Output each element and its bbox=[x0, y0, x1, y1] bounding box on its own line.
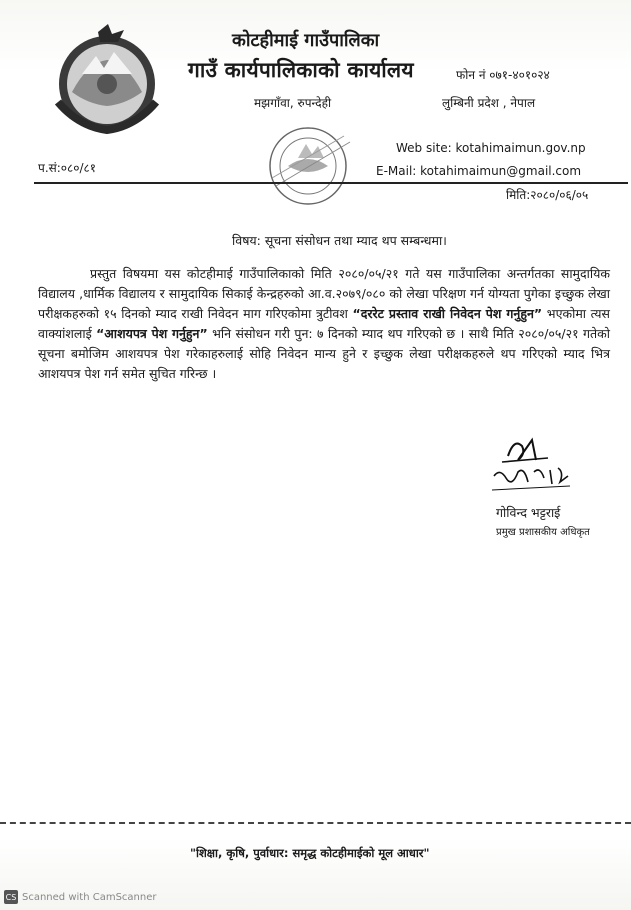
body-bold-phrase-1: “दररेट प्रस्ताव राखी निवेदन पेश गर्नुहुन” bbox=[352, 306, 543, 321]
reference-number: प.सं:०८०/८१ bbox=[38, 161, 97, 175]
body-bold-phrase-2: “आशयपत्र पेश गर्नुहुन” bbox=[96, 326, 208, 341]
camscanner-icon: CS bbox=[4, 890, 18, 904]
footer-divider bbox=[0, 822, 631, 826]
nepal-emblem-logo bbox=[48, 22, 166, 140]
website-text: Web site: kotahimaimun.gov.np bbox=[396, 141, 586, 155]
office-name: गाउँ कार्यपालिकाको कार्यालय bbox=[188, 58, 414, 82]
handwritten-signature bbox=[488, 432, 578, 502]
email-text: E-Mail: kotahimaimun@gmail.com bbox=[376, 164, 582, 178]
signatory-name: गोविन्द भट्टराई bbox=[496, 505, 561, 520]
body-text-3: भनि संसोधन गरी पुन: ७ दिनको म्याद थप गरिएको छ । साथै मिति २०८०/०५/२१ गतेको सूचना बमोजिम आशयपत्र पेश गरेकाहरुलाई सोहि निवेदन मान्य हुने र इच्छुक लेखा परीक्षकहरुले थप गरिएको म्याद भित्र आशयपत्र पेश गर्न समेत सुचित गरिन्छ । bbox=[38, 326, 610, 381]
letter-date: मिति:२०८०/०६/०५ bbox=[506, 188, 589, 202]
office-stamp-seal bbox=[258, 122, 360, 212]
signatory-title: प्रमुख प्रशासकीय अधिकृत bbox=[496, 527, 590, 538]
letter-subject: विषय: सूचना संसोधन तथा म्याद थप सम्बन्धमा। bbox=[232, 233, 447, 248]
body-text-1: प्रस्तुत विषयमा यस कोटहीमाई गाउँपालिकाको मिति २०८०/०५/२१ गते यस गाउँपालिका अन्तर्गतका सामुदायिक विद्यालय ,धार्मिक विद्यालय र सामुदायिक सिकाई केन्द्रहरुको आ.व.२०७९/०८० को लेखा परिक्षण गर्न योग्यता पुगेका इच्छुक लेखा परीक्षकहरुको १५ दिनको म्याद राखी निवेदन माग गरिएकोमा त्रुटीवश bbox=[38, 266, 610, 321]
header-divider bbox=[34, 182, 628, 184]
scanner-text: Scanned with CamScanner bbox=[22, 891, 157, 903]
municipality-name: कोटहीमाई गाउँपालिका bbox=[232, 30, 380, 51]
body-text-2: भएकोमा त्यस वाक्यांशलाई bbox=[38, 306, 611, 341]
letter-body bbox=[38, 264, 610, 384]
scanner-watermark bbox=[4, 890, 157, 904]
footer-motto: "शिक्षा, कृषि, पुर्वाधार: समृद्ध कोटहीमाईको मूल आधार" bbox=[190, 846, 430, 860]
province-name: लुम्बिनी प्रदेश , नेपाल bbox=[442, 96, 536, 110]
office-address: मझगाँवा, रुपन्देही bbox=[254, 96, 332, 110]
phone-number: फोन नं ०७१-४०१०२४ bbox=[456, 68, 550, 82]
